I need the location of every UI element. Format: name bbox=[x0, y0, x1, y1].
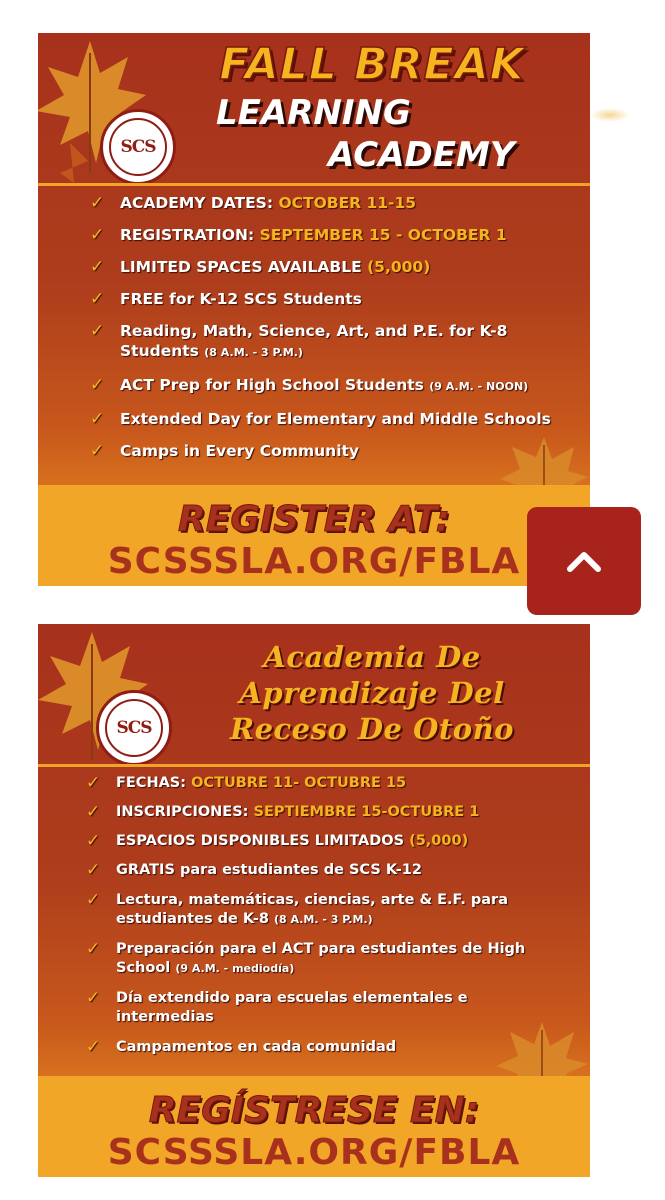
flyer-english bbox=[38, 33, 590, 586]
flyer-spanish bbox=[38, 624, 590, 1177]
list-item bbox=[86, 861, 566, 880]
item-label: Campamentos en cada comunidad bbox=[116, 1039, 397, 1055]
seal-initials: SCS bbox=[109, 118, 167, 176]
title-aprendizaje: Aprendizaje Del bbox=[239, 676, 505, 710]
checkmark-icon: ✓ bbox=[90, 193, 105, 213]
list-item bbox=[86, 803, 566, 822]
checkmark-icon: ✓ bbox=[86, 988, 101, 1008]
item-hours: (8 A.M. - 3 P.M.) bbox=[274, 913, 373, 926]
item-label: Extended Day for Elementary and Middle Schools bbox=[120, 410, 551, 428]
item-label: Preparación para el ACT para estudiantes de High School bbox=[116, 941, 526, 976]
blurred-mark bbox=[590, 108, 630, 122]
item-highlight: (5,000) bbox=[409, 833, 469, 849]
header-divider bbox=[38, 764, 590, 767]
item-highlight: OCTOBER 11-15 bbox=[278, 194, 417, 212]
list-item bbox=[90, 375, 560, 397]
item-label: ESPACIOS DISPONIBLES LIMITADOS bbox=[116, 833, 410, 849]
feature-list bbox=[90, 193, 560, 461]
list-item bbox=[86, 940, 566, 978]
item-label: INSCRIPCIONES: bbox=[116, 804, 254, 820]
checkmark-icon: ✓ bbox=[86, 890, 101, 910]
checkmark-icon: ✓ bbox=[90, 257, 105, 277]
item-highlight: SEPTIEMBRE 15-OCTUBRE 1 bbox=[253, 804, 480, 820]
list-item bbox=[86, 891, 566, 929]
seal-initials: SCS bbox=[105, 699, 163, 757]
checkmark-icon: ✓ bbox=[86, 939, 101, 959]
item-hours: (8 A.M. - 3 P.M.) bbox=[204, 346, 303, 359]
item-hours: (9 A.M. - NOON) bbox=[429, 380, 529, 393]
header-divider bbox=[38, 183, 590, 186]
checkmark-icon: ✓ bbox=[86, 831, 101, 851]
item-label: Camps in Every Community bbox=[120, 442, 360, 460]
list-item bbox=[90, 321, 560, 363]
title-academy: ACADEMY bbox=[328, 135, 515, 175]
item-highlight: (5,000) bbox=[367, 258, 431, 276]
register-url-link[interactable]: SCSSSLA.ORG/FBLA bbox=[107, 1132, 521, 1173]
list-item bbox=[90, 257, 560, 277]
checkmark-icon: ✓ bbox=[86, 860, 101, 880]
checkmark-icon: ✓ bbox=[90, 321, 105, 341]
scroll-to-top-button[interactable] bbox=[527, 507, 641, 615]
title-receso: Receso De Otoño bbox=[229, 712, 515, 746]
item-label: FECHAS: bbox=[116, 775, 192, 791]
checkmark-icon: ✓ bbox=[90, 441, 105, 461]
scs-seal-logo bbox=[100, 109, 176, 185]
item-label: Lectura, matemáticas, ciencias, arte & E.F. para estudiantes de K-8 bbox=[116, 892, 508, 927]
list-item bbox=[90, 289, 560, 309]
title-academia: Academia De bbox=[263, 640, 481, 674]
register-url-link[interactable]: SCSSSLA.ORG/FBLA bbox=[107, 541, 521, 582]
checkmark-icon: ✓ bbox=[86, 1037, 101, 1057]
list-item bbox=[90, 193, 560, 213]
title-learning: LEARNING bbox=[216, 93, 411, 133]
checkmark-icon: ✓ bbox=[86, 773, 101, 793]
item-label: REGISTRATION: bbox=[120, 226, 260, 244]
checkmark-icon: ✓ bbox=[90, 225, 105, 245]
chevron-up-icon bbox=[564, 548, 604, 574]
checkmark-icon: ✓ bbox=[90, 409, 105, 429]
item-label: Reading, Math, Science, Art, and P.E. for K-8 Students bbox=[120, 322, 508, 360]
list-item bbox=[86, 832, 566, 851]
item-label: ACADEMY DATES: bbox=[120, 194, 279, 212]
checkmark-icon: ✓ bbox=[90, 375, 105, 395]
checkmark-icon: ✓ bbox=[86, 802, 101, 822]
item-label: LIMITED SPACES AVAILABLE bbox=[120, 258, 368, 276]
item-highlight: SEPTEMBER 15 - OCTOBER 1 bbox=[259, 226, 507, 244]
checkmark-icon: ✓ bbox=[90, 289, 105, 309]
item-hours: (9 A.M. - mediodía) bbox=[175, 962, 295, 975]
item-highlight: OCTUBRE 11- OCTUBRE 15 bbox=[191, 775, 407, 791]
feature-list bbox=[86, 774, 566, 1057]
list-item bbox=[90, 441, 560, 461]
list-item bbox=[86, 774, 566, 793]
list-item bbox=[90, 409, 560, 429]
list-item bbox=[90, 225, 560, 245]
register-label: REGISTER AT: bbox=[178, 499, 450, 540]
title-fall-break: FALL BREAK bbox=[219, 39, 525, 90]
item-label: FREE for K-12 SCS Students bbox=[120, 290, 362, 308]
item-label: Día extendido para escuelas elementales e intermedias bbox=[116, 990, 468, 1025]
register-label: REGÍSTRESE EN: bbox=[148, 1090, 480, 1131]
item-label: GRATIS para estudiantes de SCS K-12 bbox=[116, 862, 422, 878]
item-label: ACT Prep for High School Students bbox=[120, 376, 430, 394]
